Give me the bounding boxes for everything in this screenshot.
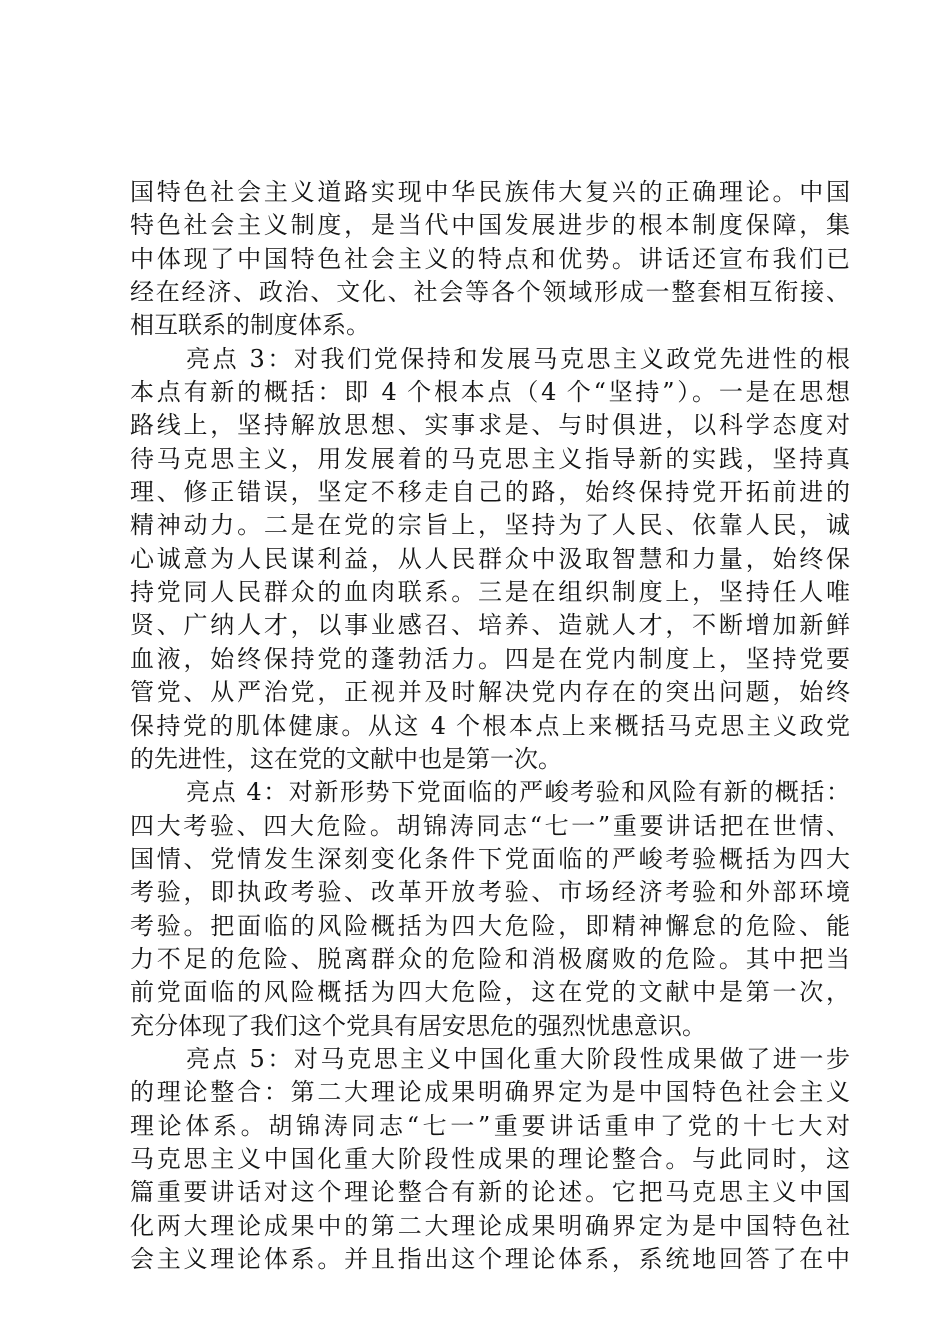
text-line: 贤、广纳人才，以事业感召、培养、造就人才，不断增加新鲜	[130, 611, 850, 640]
text-line: 理论体系。胡锦涛同志“七一”重要讲话重申了党的十七大对	[130, 1111, 850, 1140]
text-line: 的先进性，这在党的文献中也是第一次。	[130, 744, 562, 773]
text-line: 路线上，坚持解放思想、实事求是、与时俱进，以科学态度对	[130, 411, 850, 440]
text-line: 篇重要讲话对这个理论整合有新的论述。它把马克思主义中国	[130, 1178, 850, 1207]
body-text	[130, 176, 850, 1276]
text-line: 特色社会主义制度，是当代中国发展进步的根本制度保障，集	[130, 211, 850, 240]
text-line: 考验，即执政考验、改革开放考验、市场经济考验和外部环境	[130, 878, 850, 907]
text-line: 国情、党情发生深刻变化条件下党面临的严峻考验概括为四大	[130, 844, 850, 873]
text-line: 待马克思主义，用发展着的马克思主义指导新的实践，坚持真	[130, 444, 850, 473]
text-line: 精神动力。二是在党的宗旨上，坚持为了人民、依靠人民，诚	[130, 511, 850, 540]
text-line: 前党面临的风险概括为四大危险，这在党的文献中是第一次，	[130, 978, 850, 1007]
text-line: 国特色社会主义道路实现中华民族伟大复兴的正确理论。中国	[130, 178, 850, 206]
highlight-4-heading-line: 亮点 4：对新形势下党面临的严峻考验和风险有新的概括：	[186, 778, 850, 807]
text-line: 保持党的肌体健康。从这 4 个根本点上来概括马克思主义政党	[130, 711, 850, 740]
highlight-3-heading-line: 亮点 3：对我们党保持和发展马克思主义政党先进性的根	[186, 344, 850, 373]
text-line: 经在经济、政治、文化、社会等各个领域形成一整套相互衔接、	[130, 278, 850, 307]
text-line: 的理论整合：第二大理论成果明确界定为是中国特色社会主义	[130, 1078, 850, 1107]
text-line: 中体现了中国特色社会主义的特点和优势。讲话还宣布我们已	[130, 244, 850, 273]
text-line: 马克思主义中国化重大阶段性成果的理论整合。与此同时，这	[130, 1144, 850, 1173]
highlight-5-heading-line: 亮点 5：对马克思主义中国化重大阶段性成果做了进一步	[186, 1044, 850, 1073]
text-line: 四大考验、四大危险。胡锦涛同志“七一”重要讲话把在世情、	[130, 811, 850, 840]
text-line: 充分体现了我们这个党具有居安思危的强烈忧患意识。	[130, 1011, 706, 1040]
text-line: 相互联系的制度体系。	[130, 311, 370, 340]
text-line: 本点有新的概括：即 4 个根本点（4 个“坚持”）。一是在思想	[130, 378, 850, 407]
text-line: 化两大理论成果中的第二大理论成果明确界定为是中国特色社	[130, 1211, 850, 1240]
text-line: 管党、从严治党，正视并及时解决党内存在的突出问题，始终	[130, 678, 850, 707]
text-line: 血液，始终保持党的蓬勃活力。四是在党内制度上，坚持党要	[130, 644, 850, 673]
text-line: 考验。把面临的风险概括为四大危险，即精神懈怠的危险、能	[130, 911, 850, 940]
text-line: 力不足的危险、脱离群众的危险和消极腐败的危险。其中把当	[130, 944, 850, 973]
text-line: 心诚意为人民谋利益，从人民群众中汲取智慧和力量，始终保	[130, 544, 850, 573]
text-line: 理、修正错误，坚定不移走自己的路，始终保持党开拓前进的	[130, 478, 850, 507]
text-line: 持党同人民群众的血肉联系。三是在组织制度上，坚持任人唯	[130, 578, 850, 607]
text-line: 会主义理论体系。并且指出这个理论体系，系统地回答了在中	[130, 1245, 850, 1273]
